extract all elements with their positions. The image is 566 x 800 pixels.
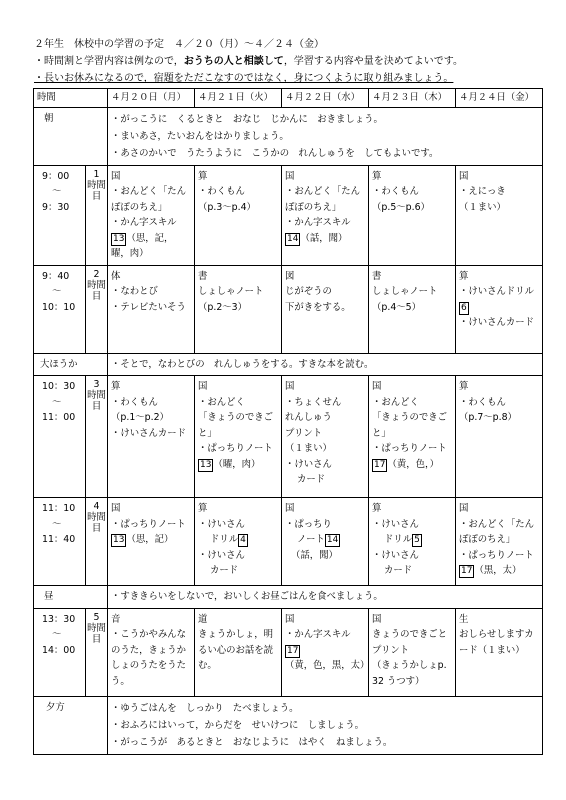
task-detail: （p.4～5） — [372, 301, 422, 313]
cell-thu — [369, 608, 456, 696]
period-suffix: 時間目 — [87, 279, 106, 302]
time-start: 13：30 — [42, 613, 76, 625]
time-tilde: ～ — [52, 629, 62, 640]
schedule-table — [33, 88, 543, 755]
note-consult-bold: おうちの人と相談して — [183, 56, 284, 67]
task: ・けいさんカード — [459, 317, 535, 328]
task: しょしゃノート — [372, 286, 438, 297]
subject: 算 — [459, 381, 469, 392]
period-number: 5 — [93, 611, 100, 623]
subject: 国 — [285, 613, 295, 625]
evening-line: ・おふろにはいって，からだを せいけつに しましょう。 — [111, 719, 364, 731]
morning-line: ・まいあさ，たいおんをはかりましょう。 — [111, 130, 289, 142]
subject: 音 — [111, 613, 121, 625]
task: ・えにっき — [459, 186, 506, 197]
subject: 生 — [459, 613, 469, 625]
task: ・ぱっちり — [285, 518, 332, 530]
cell-mon — [108, 376, 195, 498]
task: ドリル — [384, 534, 413, 545]
page-box: 5 — [414, 535, 420, 545]
task-detail: （黒，太） — [474, 565, 522, 576]
lunch-label: 昼 — [34, 586, 108, 609]
task-detail: （話，聞） — [300, 232, 348, 244]
col-header-fri: ４月２４日（金） — [456, 89, 543, 108]
morning-line: ・あさのかいで うたうように こうかの れんしゅうを してもよいです。 — [111, 147, 439, 159]
task: ・おんどく「たんぽぽのちえ」 — [285, 186, 361, 213]
cell-fri — [456, 498, 543, 586]
time-start: 11：10 — [42, 503, 76, 514]
task: プリント — [285, 427, 323, 439]
task: ・けいさん — [198, 549, 245, 561]
time-end: 11：40 — [42, 534, 76, 545]
subject: 図 — [285, 270, 295, 282]
cell-tue — [195, 498, 282, 586]
task-detail: （思，記） — [126, 534, 174, 545]
task: ノート — [297, 534, 325, 545]
subject: 国 — [111, 503, 121, 514]
page-box: 4 — [240, 535, 246, 545]
header-row — [34, 89, 543, 108]
task: カード — [210, 565, 239, 576]
period-1-row — [34, 165, 543, 265]
period-2-row — [34, 265, 543, 353]
cell-tue — [195, 265, 282, 353]
cell-mon — [108, 165, 195, 265]
time-end: 14：00 — [42, 644, 76, 656]
col-header-thu: ４月２３日（木） — [369, 89, 456, 108]
task-detail: （曜，肉） — [213, 458, 261, 470]
morning-line: ・がっこうに くるときと おなじ じかんに おきましょう。 — [111, 113, 383, 125]
task-detail: （黄，色，） — [387, 458, 440, 470]
task-detail: （p.7～p.8） — [459, 412, 517, 423]
period-4-row — [34, 498, 543, 586]
period-2-label — [86, 265, 108, 353]
task: ・ちょくせん — [285, 396, 342, 408]
task: きょうのできごとプリント — [372, 629, 448, 656]
period-1-time — [34, 165, 86, 265]
subject: 国 — [111, 170, 121, 182]
subject: 国 — [372, 381, 382, 392]
task: ドリル — [210, 534, 239, 545]
period-number: 2 — [93, 268, 100, 280]
task: ・けいさん — [198, 518, 245, 530]
cell-wed — [282, 165, 369, 265]
task-detail: （黄，色，黒，太） — [285, 660, 370, 671]
subject: 体 — [111, 270, 121, 282]
period-4-time — [34, 498, 86, 586]
page-header — [34, 36, 544, 87]
task-detail: （p.1～p.2） — [111, 412, 169, 423]
period-suffix: 時間目 — [87, 512, 106, 534]
subject: 算 — [372, 503, 382, 514]
task: ・かん字スキル — [111, 217, 177, 228]
time-tilde: ～ — [52, 186, 62, 197]
task: ・けいさん — [285, 458, 332, 470]
task: ・かん字スキル — [285, 217, 351, 228]
task: ・おんどく「たんぽぽのちえ」 — [459, 518, 535, 545]
period-suffix: 時間目 — [87, 622, 106, 645]
subject: 国 — [459, 503, 469, 514]
time-start: 9：40 — [42, 270, 70, 282]
cell-fri — [456, 165, 543, 265]
task: ・けいさんドリル — [459, 286, 535, 297]
col-header-mon: ４月２０日（月） — [108, 89, 195, 108]
recess-label: 大ほうか — [34, 353, 108, 376]
task: ・ぱっちりノート — [111, 518, 186, 530]
task: 下がきをする。 — [285, 301, 351, 313]
page-box: 17 — [374, 459, 386, 470]
period-5-time — [34, 608, 86, 696]
cell-tue — [195, 608, 282, 696]
task: ・かん字スキル — [285, 629, 351, 640]
time-end: 11：00 — [42, 412, 76, 423]
page-box: 14 — [326, 535, 339, 545]
subject: 国 — [285, 503, 295, 514]
period-number: 3 — [93, 379, 100, 390]
cell-wed — [282, 608, 369, 696]
task: しょしゃノート — [198, 286, 264, 297]
task: おしらせしますカード（１まい） — [459, 629, 534, 656]
cell-thu — [369, 376, 456, 498]
period-3-label — [86, 376, 108, 498]
task: じがぞうの — [285, 286, 332, 297]
subject: 算 — [198, 170, 208, 182]
cell-wed — [282, 376, 369, 498]
col-header-wed: ４月２２日（水） — [282, 89, 369, 108]
time-start: 9：00 — [42, 170, 70, 182]
page-box: 17 — [287, 645, 299, 656]
task-detail: （p.2～3） — [198, 301, 248, 313]
task: ・おんどく「たんぽぽのちえ」 — [111, 186, 187, 213]
time-tilde: ～ — [52, 286, 62, 297]
task: ・わくもん — [372, 186, 419, 197]
task-detail: （思，記，曜，肉） — [111, 232, 174, 259]
recess-row — [34, 353, 543, 376]
evening-line: ・ゆうごはんを しっかり たべましょう。 — [111, 702, 299, 714]
cell-tue — [195, 165, 282, 265]
cell-tue — [195, 376, 282, 498]
task: カード — [297, 474, 326, 485]
time-tilde: ～ — [52, 396, 62, 408]
page-title: ２年生 休校中の学習の予定 ４／２０（月）～４／２４（金） — [34, 39, 324, 50]
task-detail: （１まい） — [459, 201, 506, 213]
lunch-text: ・すききらいをしないで，おいしくお昼ごはんを食べましょう。 — [108, 586, 543, 609]
page-box: 13 — [113, 233, 125, 244]
subject: 国 — [285, 170, 295, 182]
task: きょうかしょ，明るい心のお話を読む。 — [198, 629, 274, 671]
period-3-time — [34, 376, 86, 498]
cell-thu — [369, 165, 456, 265]
subject: 書 — [372, 270, 382, 282]
cell-mon — [108, 608, 195, 696]
evening-line: ・がっこうが あるときと おなじように はやく ねましょう。 — [111, 736, 393, 748]
subject: 国 — [285, 381, 295, 392]
period-2-time — [34, 265, 86, 353]
task-detail: 「きょうのできごと」 — [372, 412, 448, 439]
task: ・わくもん — [111, 396, 158, 408]
cell-wed — [282, 265, 369, 353]
period-5-row — [34, 608, 543, 696]
subject: 算 — [111, 381, 121, 392]
time-end: 9：30 — [42, 201, 70, 213]
cell-thu — [369, 498, 456, 586]
task: ・ぱっちりノート — [459, 549, 534, 561]
page-box: 6 — [461, 302, 467, 313]
task: ・なわとび — [111, 286, 158, 297]
task: ・こうかやみんなのうた，きょうかしょのうたをうたう。 — [111, 629, 187, 687]
task: ・けいさんカード — [111, 427, 187, 439]
morning-text — [108, 107, 543, 165]
subject: 国 — [459, 170, 469, 182]
morning-label: 朝 — [34, 107, 108, 165]
note-long-break: ・長いお休みになるので，宿題をただこなすのではなく，身につくように取り組みましょう。 — [34, 73, 454, 84]
cell-wed — [282, 498, 369, 586]
col-header-tue: ４月２１日（火） — [195, 89, 282, 108]
morning-row — [34, 107, 543, 165]
task: ・おんどく — [372, 396, 419, 408]
task: ・ぱっちりノート — [372, 443, 447, 454]
cell-fri — [456, 376, 543, 498]
task-detail: （p.3～p.4） — [198, 201, 256, 213]
task: ・テレビたいそう — [111, 301, 186, 313]
task-detail: （話，聞） — [291, 549, 338, 561]
subject: 書 — [198, 270, 208, 282]
period-number: 1 — [93, 168, 100, 180]
subject: 国 — [372, 613, 382, 625]
cell-mon — [108, 265, 195, 353]
task-detail: 「きょうのできごと」 — [198, 412, 274, 439]
time-start: 10：30 — [42, 381, 76, 392]
task-detail: （p.5～p.6） — [372, 201, 430, 213]
evening-row — [34, 696, 543, 754]
subject: 国 — [198, 381, 208, 392]
task: カード — [384, 565, 413, 576]
evening-label: 夕方 — [34, 696, 108, 754]
time-tilde: ～ — [52, 518, 62, 530]
col-header-time: 時間 — [34, 89, 108, 108]
task-detail: （きょうかしょp.32 うつす） — [372, 660, 447, 687]
task: ・おんどく — [198, 396, 245, 408]
page-box: 14 — [287, 233, 299, 244]
period-5-label — [86, 608, 108, 696]
period-1-label — [86, 165, 108, 265]
cell-mon — [108, 498, 195, 586]
period-suffix: 時間目 — [87, 179, 106, 202]
lunch-row — [34, 586, 543, 609]
evening-text — [108, 696, 543, 754]
cell-fri — [456, 608, 543, 696]
note-consult-post: ，学習する内容や量を決めてよいです。 — [283, 56, 464, 67]
subject: 算 — [198, 503, 208, 514]
task: ・わくもん — [198, 186, 245, 197]
task: ・けいさん — [372, 549, 419, 561]
cell-fri — [456, 265, 543, 353]
period-4-label — [86, 498, 108, 586]
note-consult-pre: ・時間割と学習内容は例なので， — [34, 56, 184, 67]
cell-thu — [369, 265, 456, 353]
recess-text: ・そとで，なわとびの れんしゅうをする。すきな本を読む。 — [108, 353, 543, 376]
page-box: 17 — [461, 566, 473, 576]
period-3-row — [34, 376, 543, 498]
page-box: 13 — [113, 535, 125, 545]
time-end: 10：10 — [42, 301, 76, 313]
subject: 算 — [372, 170, 382, 182]
page-box: 13 — [200, 459, 212, 470]
task-detail: （１まい） — [285, 443, 332, 454]
task: ・ぱっちりノート — [198, 443, 273, 454]
period-suffix: 時間目 — [87, 390, 106, 412]
note-consult — [34, 53, 544, 70]
task: ・わくもん — [459, 396, 506, 408]
task: れんしゅう — [285, 412, 332, 423]
subject: 算 — [459, 270, 469, 282]
subject: 道 — [198, 613, 208, 625]
task: ・けいさん — [372, 518, 419, 530]
period-number: 4 — [93, 501, 100, 512]
